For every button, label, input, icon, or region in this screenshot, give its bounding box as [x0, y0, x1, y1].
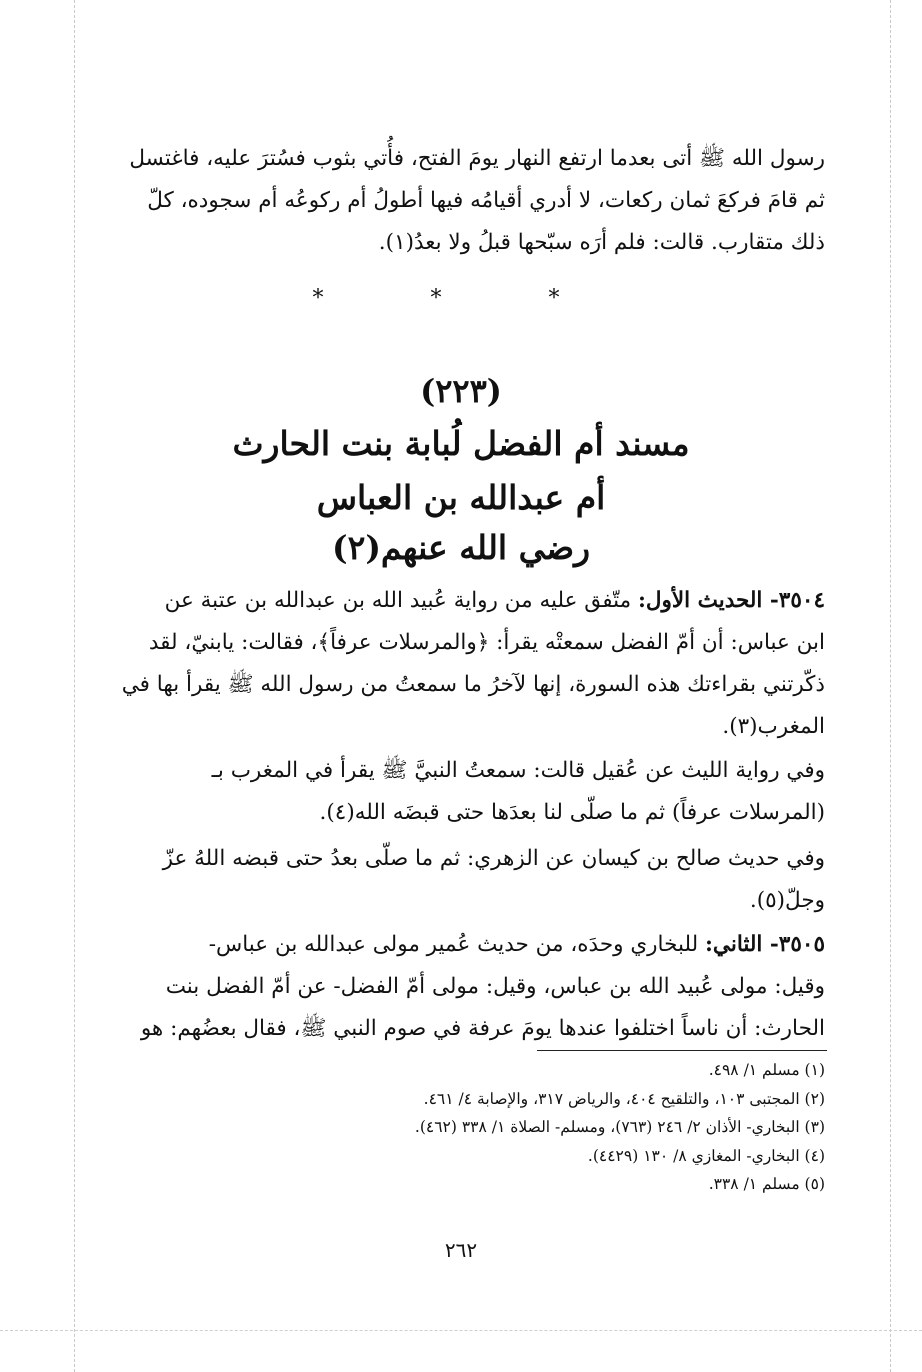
text-line: الحارث: أن ناساً اختلفوا عندها يومَ عرفة في صوم النبي ﷺ، فقال بعضُهم: هو — [140, 1016, 825, 1041]
hadith-label: ٣٥٠٤- الحديث الأول: — [637, 588, 825, 613]
footnote: (٥) مسلم ١/ ٣٣٨. — [708, 1175, 825, 1193]
footnote: (٣) البخاري- الأذان ٢/ ٢٤٦ (٧٦٣)، ومسلم- الصلاة ١/ ٣٣٨ (٤٦٢). — [414, 1118, 825, 1136]
footnote: (٢) المجتبى ١٠٣، والتلقيح ٤٠٤، والرياض ٣١٧، والإصابة ٤/ ٤٦١. — [423, 1089, 825, 1108]
hadith-label: ٣٥٠٥- الثاني: — [704, 932, 825, 957]
text-line: ذلك متقارب. قالت: فلم أرَه سبّحها قبلُ ولا بعدُ(١). — [378, 230, 825, 255]
hadith-text: للبخاري وحدَه، من حديث عُمير مولى عبدالله بن عباس- — [208, 932, 705, 957]
text-line: وجلّ(٥). — [749, 888, 825, 913]
hadith-3504 — [95, 580, 825, 748]
footnote: (١) مسلم ١/ ٤٩٨. — [708, 1061, 825, 1079]
text-line: (المرسلات عرفاً) ثم ما صلّى لنا بعدَها حتى قبضَه الله(٤). — [319, 800, 825, 825]
scan-guide-line — [74, 0, 75, 1372]
text-line — [95, 580, 825, 622]
text-line: وفي رواية الليث عن عُقيل قالت: سمعتُ النبيَّ ﷺ يقرأ في المغرب بـ — [211, 758, 825, 783]
narration-salih — [95, 838, 825, 922]
text-line: ثم قامَ فركعَ ثمان ركعات، لا أدري أقيامُه فيها أطولُ أم ركوعُه أم سجوده، كلّ — [147, 188, 825, 213]
section-separator-stars: * * * — [312, 286, 610, 311]
text-line: رسول الله ﷺ أتى بعدما ارتفع النهار يومَ الفتح، فأُتي بثوب فسُترَ عليه، فاغتسل — [129, 146, 825, 171]
text-line: المغرب(٣). — [722, 714, 825, 739]
text-line: وقيل: مولى عُبيد الله بن عباس، وقيل: مولى أمّ الفضل- عن أمّ الفضل بنت — [165, 974, 825, 999]
chapter-title-line-2: أم عبدالله بن العباس — [316, 478, 606, 517]
text-line: ابن عباس: أن أمّ الفضل سمعتْه يقرأ: ﴿والمرسلات عرفاً﴾، فقالت: يابنيّ، لقد — [148, 630, 825, 655]
text-line: وفي حديث صالح بن كيسان عن الزهري: ثم ما صلّى بعدُ حتى قبضه اللهُ عزّ — [162, 846, 825, 871]
chapter-title-line-1: مسند أم الفضل لُبابة بنت الحارث — [232, 424, 690, 463]
scan-guide-line — [890, 0, 891, 1372]
narration-laith — [95, 750, 825, 834]
text-line — [95, 924, 825, 966]
scan-guide-line — [0, 1330, 922, 1331]
page-number: ٢٦٢ — [444, 1238, 478, 1262]
footnote-separator — [537, 1050, 827, 1051]
top-paragraph — [95, 138, 825, 264]
chapter-title-line-3: رضي الله عنهم(٢) — [331, 528, 591, 567]
chapter-number: (٢٢٣) — [420, 372, 502, 410]
hadith-text: متّفق عليه من رواية عُبيد الله بن عبدالله بن عتبة عن — [164, 588, 638, 613]
footnotes — [95, 1056, 825, 1199]
hadith-3505 — [95, 924, 825, 1050]
text-line: ذكّرتني بقراءتك هذه السورة، إنها لآخرُ ما سمعتُ من رسول الله ﷺ يقرأ بها في — [121, 672, 825, 697]
footnote: (٤) البخاري- المغازي ٨/ ١٣٠ (٤٤٢٩). — [587, 1146, 825, 1165]
